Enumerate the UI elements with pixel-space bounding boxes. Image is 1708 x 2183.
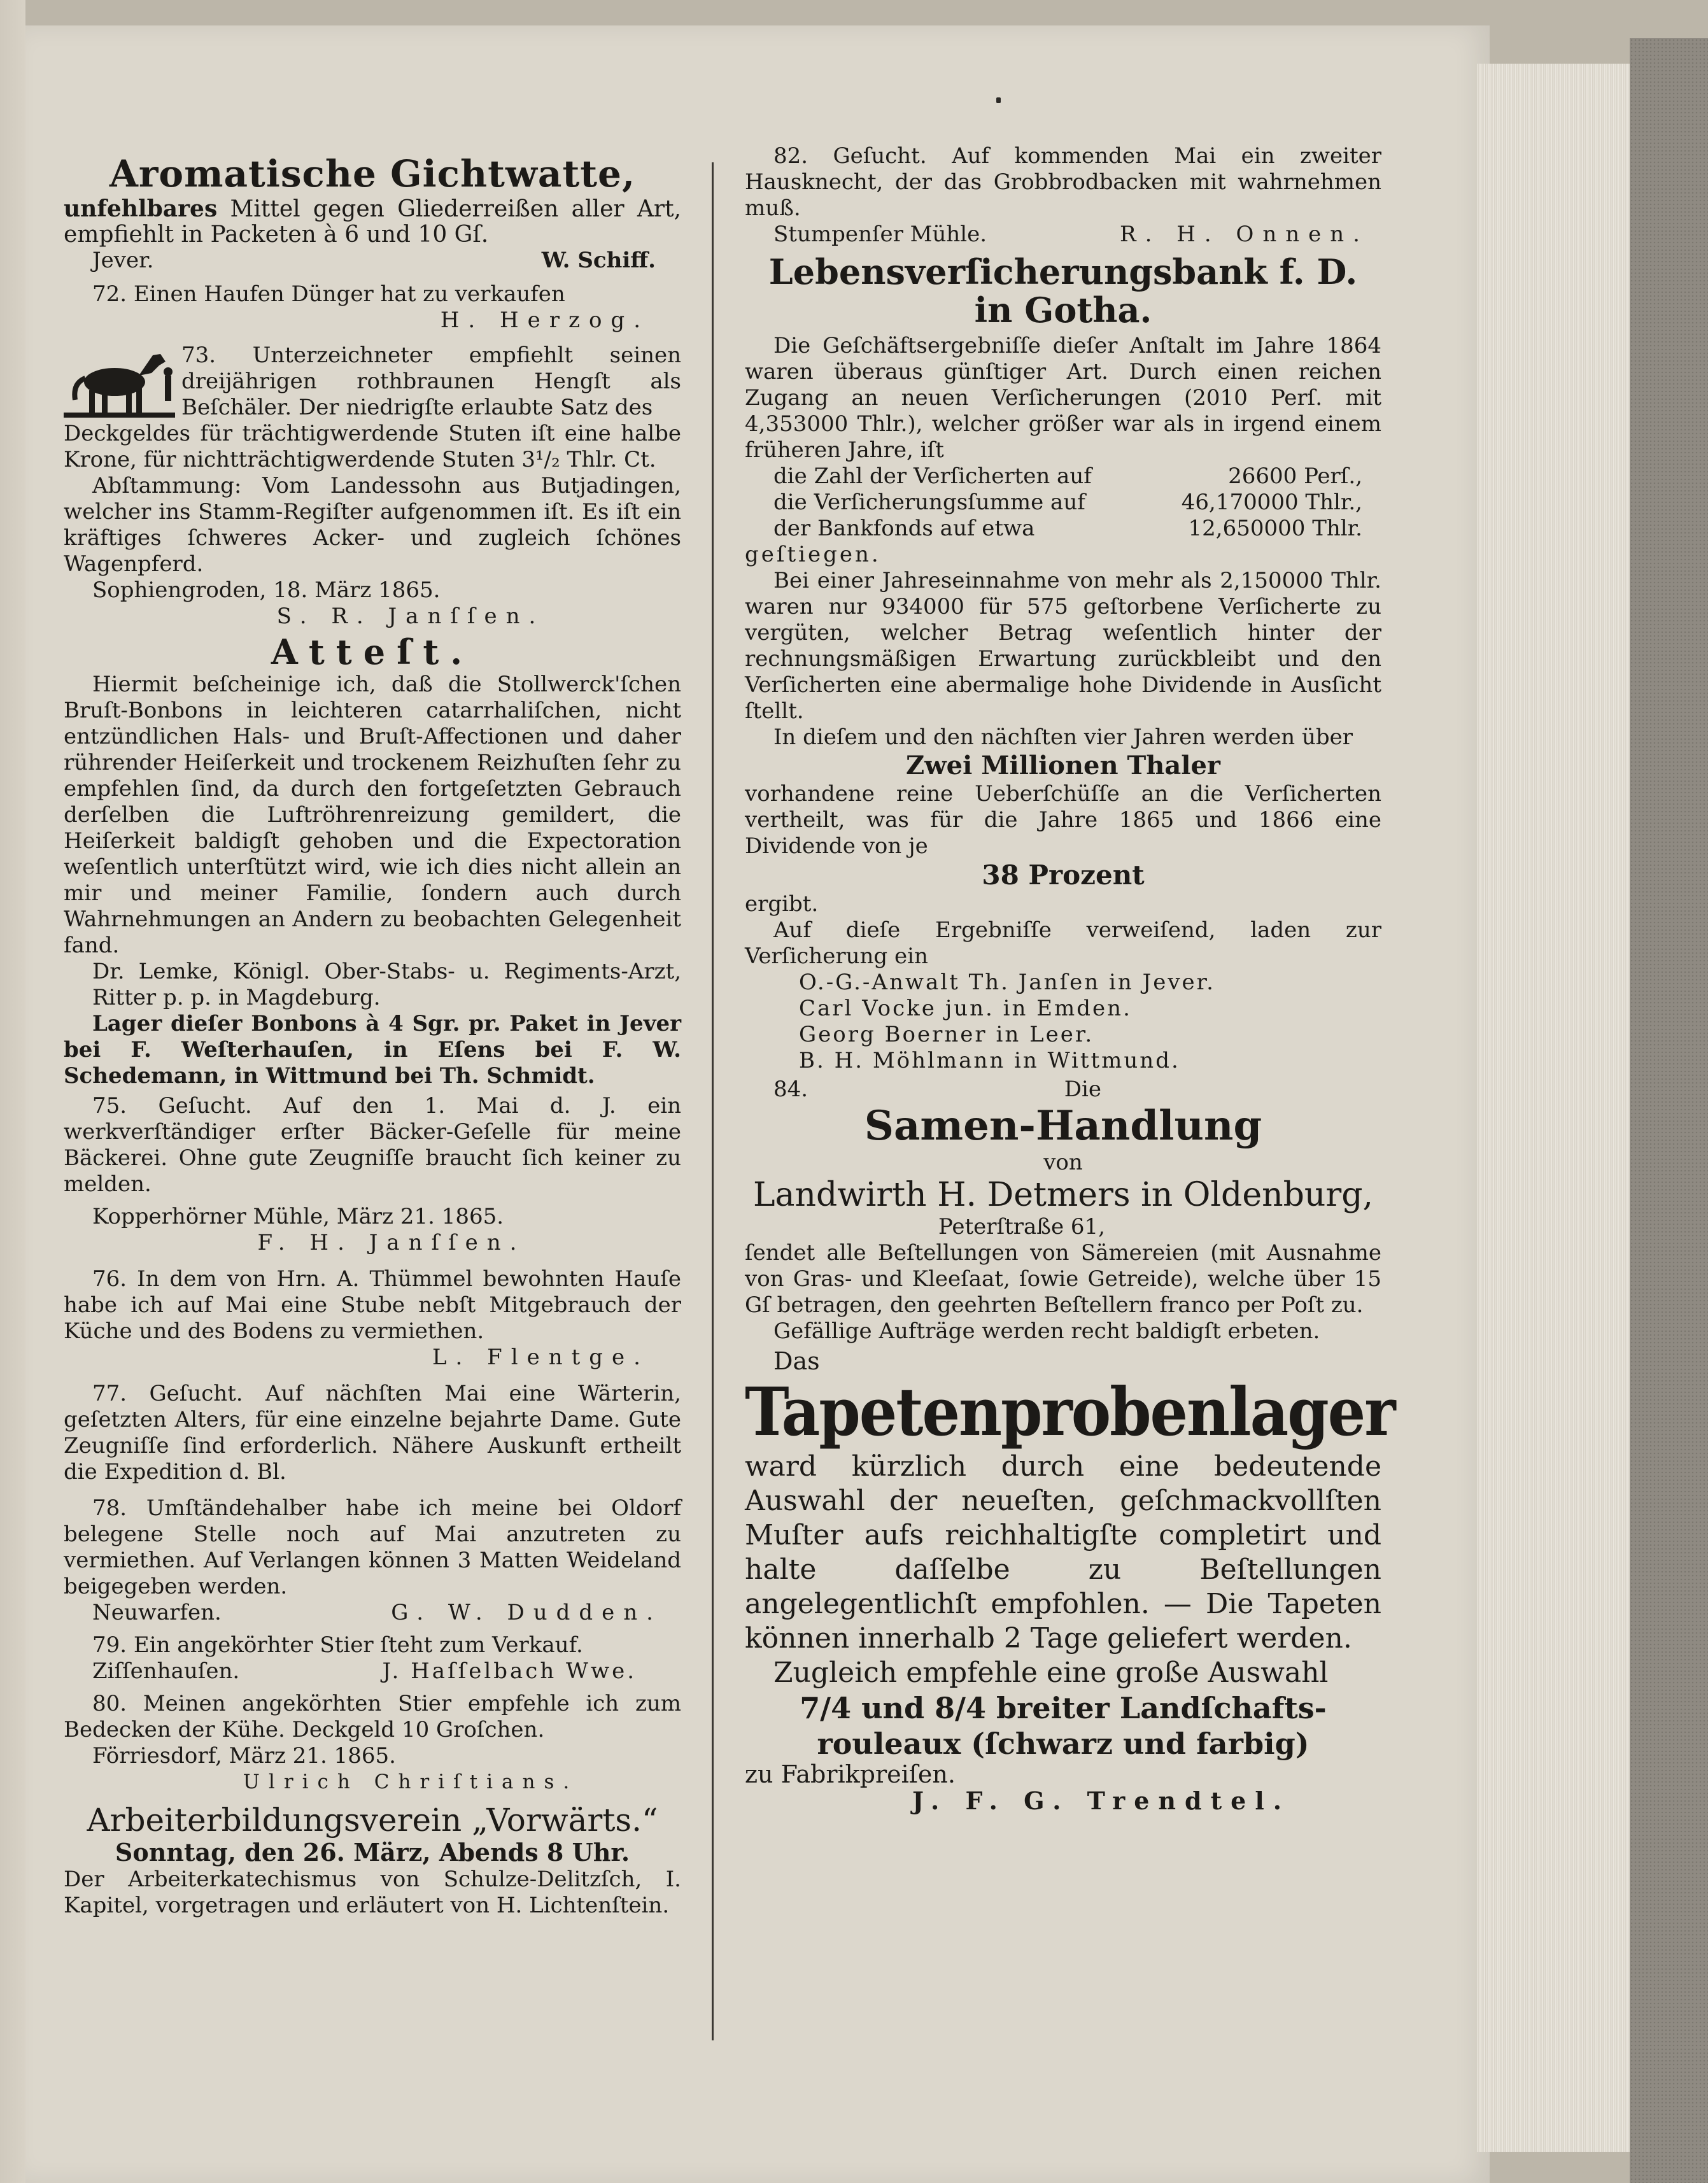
tapeten-rouleaux: 7/4 und 8/4 breiter Landſchafts-rouleaux (ſchwarz und farbig) xyxy=(800,1691,1327,1761)
page-mark xyxy=(996,97,1001,103)
bank-stat-value: 46,170000 Thlr., xyxy=(1181,490,1362,515)
ad-72-signature: H. Herzog. xyxy=(440,307,649,333)
bank-gestiegen: geſtiegen. xyxy=(745,542,881,567)
ad-79-place: Ziſſenhauſen. xyxy=(92,1658,240,1684)
ad-84-von: von xyxy=(1043,1150,1083,1175)
book-cover xyxy=(1630,38,1708,2183)
bank-p3: In dieſem und den nächſten vier Jahren werden über xyxy=(773,724,1353,750)
bank-agent: Carl Vocke jun. in Emden. xyxy=(799,996,1132,1021)
bank-stat-value: 26600 Perſ., xyxy=(1228,463,1362,489)
ad-bank xyxy=(745,253,1381,1074)
ad-80-text: 80. Meinen angekörhten Stier empfehle ich zum Bedecken der Kühe. Deckgeld 10 Groſchen. xyxy=(64,1691,681,1742)
tapeten-price: zu Fabrikpreiſen. xyxy=(745,1760,956,1788)
ad-79-text: 79. Ein angekörhter Stier ſteht zum Verkauf. xyxy=(92,1632,583,1658)
bank-p5: Auf dieſe Ergebniſſe verweiſend, laden zur Verſicherung ein xyxy=(745,917,1381,969)
bank-stats xyxy=(745,463,1381,542)
tapeten-signature: J. F. G. Trendtel. xyxy=(912,1786,1290,1815)
ad-84-number: 84. xyxy=(773,1077,808,1102)
bank-agents xyxy=(745,970,1381,1074)
gichtwatte-place: Jever. xyxy=(92,248,154,273)
ad-82-signature: R. H. Onnen. xyxy=(1120,222,1369,247)
bank-stat-label: die Zahl der Verſicherten auf xyxy=(773,463,1092,489)
bank-p2: Bei einer Jahreseinnahme von mehr als 2,150000 Thlr. waren nur 934000 für 575 geſtorbene Verſicherte zu vergüten, welcher Betrag weſentlich hinter der rechnungsmäßigen Erwartung zurückbleibt und den Verſicherten eine abermalige hohe Dividende in Ausſicht ſtellt. xyxy=(745,568,1381,724)
bank-millionen: Zwei Millionen Thaler xyxy=(906,751,1220,781)
ad-79 xyxy=(64,1632,681,1685)
ad-78 xyxy=(64,1495,681,1626)
ad-78-place: Neuwarfen. xyxy=(92,1600,222,1625)
ad-tapeten xyxy=(745,1347,1395,1815)
ad-72-text: 72. Einen Haufen Dünger hat zu verkaufen xyxy=(92,281,565,307)
ad-84-firm: Landwirth H. Detmers in Oldenburg, xyxy=(752,1176,1374,1214)
ad-84-die: Die xyxy=(1064,1077,1101,1102)
ad-73-text: 73. Unterzeichneter empfiehlt seinen dreijährigen rothbraunen Hengſt als Beſchäler. Der niedrigſte erlaubte Satz des xyxy=(181,343,681,420)
ad-75-signature: F. H. Janſſen. xyxy=(257,1230,526,1255)
ad-75 xyxy=(64,1093,681,1256)
samen-heading: Samen-Handlung xyxy=(864,1102,1262,1150)
ad-80-signature: Ulrich Chriſtians. xyxy=(243,1770,579,1793)
bank-agent: O.-G.-Anwalt Th. Janſen in Jever. xyxy=(799,970,1215,995)
ad-73-place-date: Sophiengroden, 18. März 1865. xyxy=(92,577,441,603)
bank-ergibt: ergibt. xyxy=(745,891,819,917)
tapeten-text: ward kürzlich durch eine bedeutende Auswahl der neueſten, geſchmackvollſten Muſter aufs reichhaltigſte completirt und halte daſſelbe zu Beſtellungen angelegentlichſt empfohlen. — Die Tapeten können innerhalb 2 Tage geliefert werden. xyxy=(745,1450,1381,1655)
horse-icon xyxy=(64,343,175,420)
ad-77 xyxy=(64,1381,681,1485)
ad-76-text: 76. In dem von Hrn. A. Thümmel bewohnten Hauſe habe ich auf Mai eine Stube nebſt Mitgebrauch der Küche und des Bodens zu vermiethen. xyxy=(64,1266,681,1344)
ad-73-signature: S. R. Janſſen. xyxy=(276,604,545,629)
verein-date-line: Sonntag, den 26. März, Abends 8 Uhr. xyxy=(115,1838,630,1867)
column-divider xyxy=(712,162,714,2040)
bank-p4: vorhandene reine Ueberſchüſſe an die Verſicherten vertheilt, was für die Jahre 1865 und 1866 eine Dividende von je xyxy=(745,781,1381,859)
ad-73 xyxy=(64,343,681,630)
ad-77-text: 77. Geſucht. Auf nächſten Mai eine Wärterin, geſetzten Alters, für eine einzelne bejahrte Dame. Gute Zeugniſſe ſind erforderlich. Nähere Auskunft ertheilt die Expedition d. Bl. xyxy=(64,1381,681,1485)
tapeten-heading: Tapetenprobenlager xyxy=(745,1373,1395,1451)
book-page-edges xyxy=(1477,64,1636,2152)
ad-78-text: 78. Umſtändehalber habe ich meine bei Oldorf belegene Stelle noch auf Mai anzutreten zu vermiethen. Auf Verlangen können 3 Matten Weideland beigegeben werden. xyxy=(64,1495,681,1599)
ad-80 xyxy=(64,1691,681,1795)
ad-attest xyxy=(64,632,681,1089)
bank-heading-1: Lebensverſicherungsbank f. D. xyxy=(768,251,1358,292)
previous-page-edge xyxy=(0,0,25,2183)
ad-76-signature: L. Flentge. xyxy=(432,1345,649,1370)
ad-73-abstammung: Abſtammung: Vom Landessohn aus Butjadingen, welcher ins Stamm-Regiſter aufgenommen iſt. Es iſt ein kräftiges ſchweres Acker- und zugleich ſchönes Wagenpferd. xyxy=(64,473,681,577)
ad-75-place-date: Kopperhörner Mühle, März 21. 1865. xyxy=(92,1204,504,1229)
bank-prozent: 38 Prozent xyxy=(982,859,1145,891)
ad-80-place-date: Förriesdorf, März 21. 1865. xyxy=(92,1743,396,1769)
attest-heading: Atteſt. xyxy=(271,632,474,672)
ad-78-signature: G. W. Dudden. xyxy=(391,1600,662,1625)
gichtwatte-lead: unfehlbares xyxy=(64,195,218,222)
bank-stat-label: die Verſicherungsſumme auf xyxy=(773,490,1085,515)
ad-84 xyxy=(745,1077,1381,1345)
ad-72 xyxy=(64,281,681,334)
right-column xyxy=(745,143,1395,1815)
left-column xyxy=(64,153,681,1919)
ad-84-street: Peterſtraße 61, xyxy=(938,1214,1105,1240)
attest-body: Hiermit beſcheinige ich, daß die Stollwerck'ſchen Bruſt-Bonbons in leichteren catarrhaliſchen, nicht entzündlichen Hals- und Bruſt-Affectionen und daher rührender Heiſerkeit und trockenem Reizhuſten ſehr zu empfehlen ſind, da durch den fortgeſetzten Gebrauch derſelben die Luftröhrenreizung gemildert, die Heiſerkeit baldigſt gehoben und die Expectoration weſentlich unterſtützt wird, wie ich dies nicht allein an mir und meiner Familie, ſondern auch durch Wahrnehmungen an Andern zu beobachten Gelegenheit fand. xyxy=(64,672,681,958)
tapeten-p2: Zugleich empfehle eine große Auswahl xyxy=(773,1657,1329,1689)
bank-agent: Georg Boerner in Leer. xyxy=(799,1022,1094,1047)
gichtwatte-text: Mittel gegen Gliederreißen aller Art, empfiehlt in Packeten à 6 und 10 Gſ. xyxy=(64,196,681,248)
gichtwatte-signature: W. Schiff. xyxy=(541,248,656,273)
verein-text: Der Arbeiterkatechismus von Schulze-Delitzſch, I. Kapitel, vorgetragen und erläutert von H. Lichtenſtein. xyxy=(64,1867,681,1918)
ad-76 xyxy=(64,1266,681,1371)
verein-heading: Arbeiterbildungsverein „Vorwärts.“ xyxy=(87,1802,658,1839)
bank-agent: B. H. Möhlmann in Wittmund. xyxy=(799,1048,1180,1073)
bank-stat-value: 12,650000 Thlr. xyxy=(1188,516,1362,541)
ad-73-text-rest: Deckgeldes für trächtigwerdende Stuten iſt eine halbe Krone, für nichtträchtigwerdende Stuten 3¹/₂ Thlr. Ct. xyxy=(64,421,681,472)
ad-82-text: 82. Geſucht. Auf kommenden Mai ein zweiter Hausknecht, der das Grobbrodbacken mit wahrnehmen muß. xyxy=(745,143,1381,221)
bank-heading-2: in Gotha. xyxy=(974,290,1152,330)
ad-82 xyxy=(745,143,1381,248)
ad-84-closing: Gefällige Aufträge werden recht baldigſt erbeten. xyxy=(773,1318,1320,1344)
ad-75-text: 75. Geſucht. Auf den 1. Mai d. J. ein werkverſtändiger erſter Bäcker-Geſelle für meine Bäckerei. Ohne gute Zeugniſſe braucht ſich keiner zu melden. xyxy=(64,1093,681,1197)
gichtwatte-heading: Aromatische Gichtwatte, xyxy=(109,152,636,195)
bank-stat-label: der Bankfonds auf etwa xyxy=(773,516,1035,541)
ad-verein xyxy=(64,1802,681,1919)
attest-signature: Dr. Lemke, Königl. Ober-Stabs- u. Regiments-Arzt, Ritter p. p. in Magdeburg. xyxy=(92,959,681,1010)
bank-intro: Die Geſchäftsergebniſſe dieſer Anſtalt im Jahre 1864 waren überaus günſtiger Art. Durch einen reichen Zugang an neuen Verſicherungen (2010 Perſ. mit 4,353000 Thlr.), welcher größer war als in irgend einem früheren Jahre, iſt xyxy=(745,333,1381,463)
ad-gichtwatte xyxy=(64,153,681,274)
ad-79-signature: J. Haſſelbach Wwe. xyxy=(382,1658,637,1684)
ad-82-place: Stumpenſer Mühle. xyxy=(773,222,987,247)
tapeten-das: Das xyxy=(773,1347,820,1375)
attest-lager: Lager dieſer Bonbons à 4 Sgr. pr. Paket in Jever bei F. Weſterhauſen, in Eſens bei F. W. Schedemann, in Wittmund bei Th. Schmidt. xyxy=(64,1011,681,1089)
ad-84-text: ſendet alle Beſtellungen von Sämereien (mit Ausnahme von Gras- und Kleeſaat, ſowie Getreide), welche über 15 Gſ betragen, den geehrten Beſtellern franco per Poſt zu. xyxy=(745,1240,1381,1318)
